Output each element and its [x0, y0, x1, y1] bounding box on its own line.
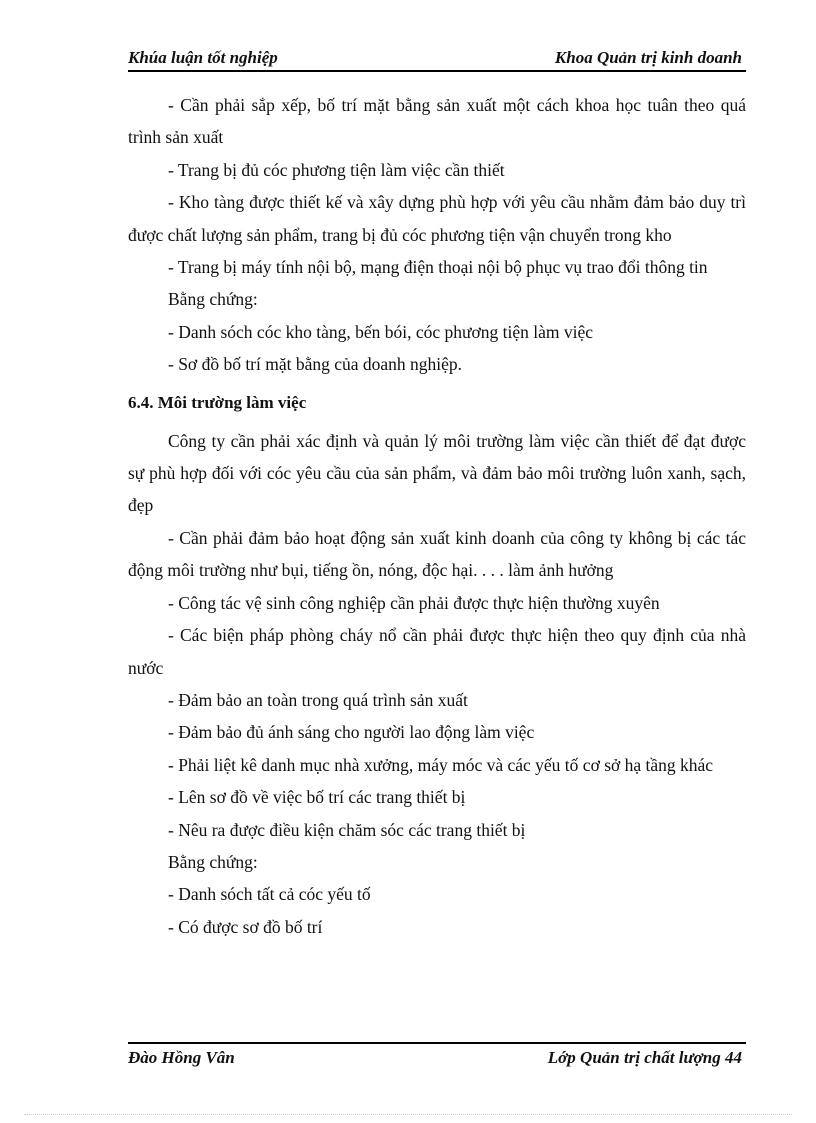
- list-item: - Đảm bảo an toàn trong quá trình sản xuất: [168, 689, 468, 710]
- list-item: - Cần phải sắp xếp, bố trí mặt bằng sản xuất một cách khoa học tuân theo quá trình sản xuất: [128, 95, 746, 148]
- page-bottom-dotted-rule: [24, 1114, 792, 1115]
- list-item: - Trang bị máy tính nội bộ, mạng điện thoại nội bộ phục vụ trao đổi thông tin: [168, 257, 708, 278]
- evidence-item: - Sơ đồ bố trí mặt bằng của doanh nghiệp.: [168, 354, 463, 375]
- list-item: - Các biện pháp phòng cháy nổ cần phải được thực hiện theo quy định của nhà nước: [128, 625, 746, 678]
- header-faculty: Khoa Quản trị kinh doanh: [554, 48, 742, 67]
- list-item: - Đảm bảo đủ ánh sáng cho người lao động làm việc: [168, 722, 535, 743]
- list-item: - Nêu ra được điều kiện chăm sóc các trang thiết bị: [168, 819, 526, 840]
- footer-author: Đào Hồng Vân: [128, 1048, 235, 1067]
- evidence-label: Bằng chứng:: [168, 851, 258, 872]
- evidence-label: Bằng chứng:: [168, 289, 258, 310]
- list-item: - Lên sơ đồ về việc bố trí các trang thiết bị: [168, 787, 466, 808]
- list-item: - Trang bị đủ cóc phương tiện làm việc cần thiết: [168, 159, 505, 180]
- list-item: - Kho tàng được thiết kế và xây dựng phù hợp với yêu cầu nhằm đảm bảo duy trì được chất lượng sản phẩm, trang bị đủ cóc phương tiện vận chuyển trong kho: [128, 192, 746, 245]
- evidence-item: - Danh sóch cóc kho tàng, bến bói, cóc phương tiện làm việc: [168, 321, 594, 342]
- intro-paragraph: Công ty cần phải xác định và quản lý môi trường làm việc cần thiết để đạt được sự phù hợp đối với cóc yêu cầu của sản phẩm, và đảm bảo môi trường luôn xanh, sạch, đẹp: [128, 430, 746, 516]
- page-footer: [128, 1042, 746, 1070]
- section-heading: 6.4. Môi trường làm việc: [128, 392, 307, 412]
- list-item: - Phải liệt kê danh mục nhà xưởng, máy móc và các yếu tố cơ sở hạ tầng khác: [168, 754, 714, 775]
- header-thesis-title: Khúa luận tốt nghiệp: [128, 48, 278, 67]
- document-body: [128, 89, 746, 943]
- evidence-item: - Danh sóch tất cả cóc yếu tố: [168, 884, 371, 905]
- footer-class: Lớp Quản trị chất lượng 44: [547, 1048, 742, 1067]
- page-header: [128, 46, 746, 72]
- list-item: - Cần phải đảm bảo hoạt động sản xuất kinh doanh của công ty không bị các tác động môi trường như bụi, tiếng ồn, nóng, độc hại. . . . làm ảnh hưởng: [128, 527, 746, 581]
- evidence-item: - Có được sơ đồ bố trí: [168, 916, 323, 937]
- list-item: - Công tác vệ sinh công nghiệp cần phải được thực hiện thường xuyên: [168, 592, 660, 613]
